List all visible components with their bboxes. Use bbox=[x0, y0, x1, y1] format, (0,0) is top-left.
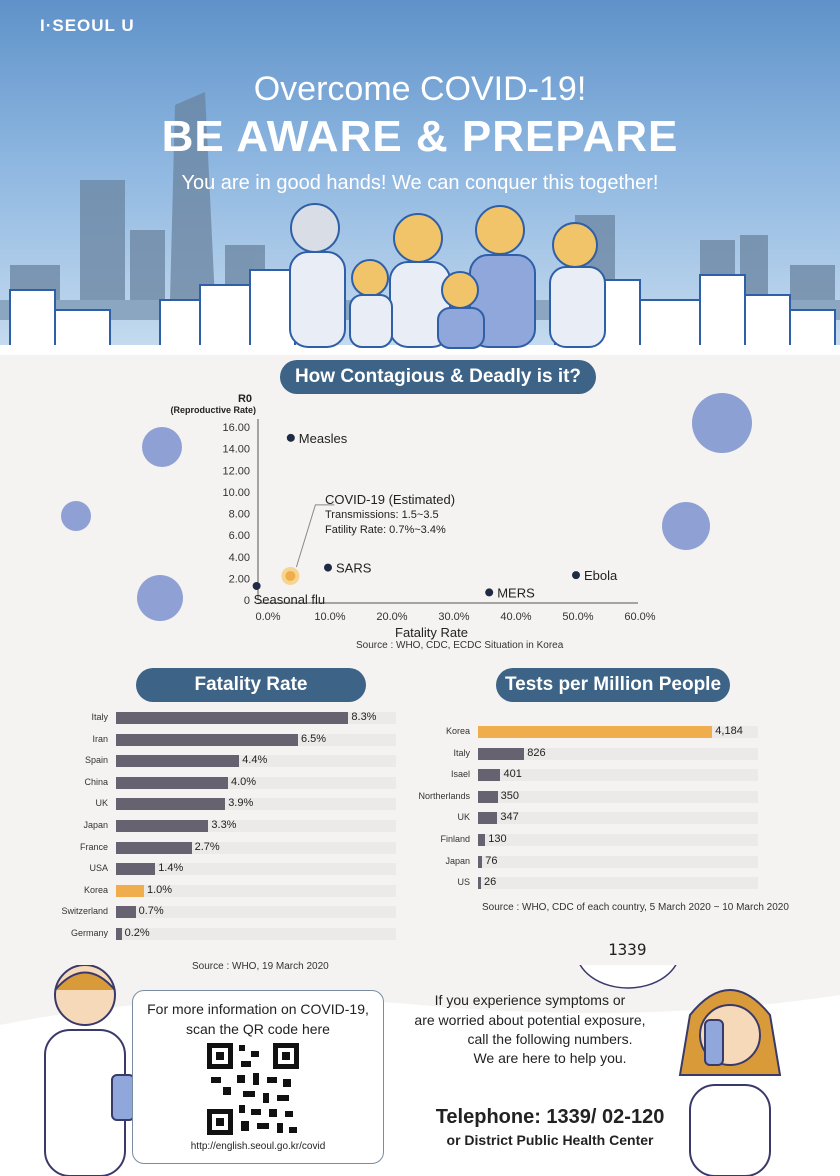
qr-line-1: For more information on COVID-19, bbox=[147, 1001, 369, 1017]
bar-value-label: 2.7% bbox=[194, 840, 220, 853]
bar-category-label: US bbox=[457, 877, 470, 888]
contact-line-4: We are here to help you. bbox=[473, 1050, 627, 1066]
scatter-heading: How Contagious & Deadly is it? bbox=[280, 360, 596, 394]
bar-category-label: Finland bbox=[440, 834, 470, 844]
bar-category-label: Italy bbox=[453, 747, 470, 758]
bar bbox=[116, 928, 122, 940]
brand-logo: I·SEOUL U bbox=[40, 16, 135, 35]
covid-note-fatality: Fatility Rate: 0.7%~3.4% bbox=[325, 524, 446, 536]
bar-value-label: 826 bbox=[527, 746, 546, 759]
scatter-xlabel: Fatality Rate bbox=[395, 625, 468, 640]
y-tick-label: 6.00 bbox=[228, 530, 250, 543]
y-tick-label: 2.00 bbox=[228, 573, 250, 586]
x-tick-label: 0.0% bbox=[255, 611, 281, 623]
x-tick-label: 30.0% bbox=[438, 611, 470, 623]
qr-url[interactable]: http://english.seoul.go.kr/covid bbox=[190, 1141, 326, 1152]
x-tick-label: 40.0% bbox=[500, 611, 532, 623]
qr-line-2: scan the QR code here bbox=[186, 1021, 330, 1037]
bar-category-label: France bbox=[79, 841, 108, 852]
y-tick-label: 14.00 bbox=[222, 443, 250, 456]
bar-category-label: Korea bbox=[445, 726, 470, 736]
speech-bubble-text: 1339 bbox=[608, 940, 647, 959]
bar-value-label: 130 bbox=[488, 833, 507, 845]
tests-heading: Tests per Million People bbox=[496, 668, 730, 702]
scatter-ylabel-sub: (Reproductive Rate) bbox=[170, 405, 256, 415]
bar-category-label: Switzerland bbox=[61, 906, 108, 917]
bar bbox=[478, 856, 482, 868]
x-tick-label: 60.0% bbox=[624, 611, 656, 623]
bar-category-label: Northerlands bbox=[418, 790, 470, 801]
qr-code-icon[interactable] bbox=[207, 1043, 299, 1135]
bar-track bbox=[478, 877, 758, 889]
bar-track bbox=[478, 812, 758, 824]
bar-value-label: 347 bbox=[500, 811, 519, 824]
bar bbox=[478, 812, 497, 824]
x-tick-label: 50.0% bbox=[562, 611, 594, 623]
bar-value-label: 350 bbox=[500, 789, 519, 802]
speech-bubble bbox=[576, 965, 680, 988]
bar-category-label: Italy bbox=[91, 712, 108, 722]
bar-category-label: Germany bbox=[70, 928, 108, 938]
y-tick-label: 12.00 bbox=[222, 465, 250, 478]
bar-value-label: 1.0% bbox=[147, 883, 173, 896]
contact-line-2: are worried about potential exposure, bbox=[414, 1012, 646, 1028]
y-tick-label: 8.00 bbox=[228, 508, 250, 521]
bar-value-label: 8.3% bbox=[351, 711, 377, 723]
bar bbox=[478, 834, 485, 846]
y-tick-label: 4.00 bbox=[228, 551, 250, 564]
bar-value-label: 401 bbox=[503, 768, 522, 781]
bar-category-label: Spain bbox=[84, 755, 108, 766]
tests-source: Source : WHO, CDC of each country, 5 March 2020 ~ 10 March 2020 bbox=[482, 902, 789, 913]
bar-category-label: Japan bbox=[445, 855, 470, 866]
bar-category-label: Japan bbox=[83, 820, 108, 830]
hero-tagline: You are in good hands! We can conquer this together! bbox=[181, 172, 659, 194]
bar-category-label: Isael bbox=[450, 769, 470, 780]
fatality-source: Source : WHO, 19 March 2020 bbox=[192, 961, 329, 972]
bar bbox=[478, 748, 524, 760]
bar-value-label: 3.9% bbox=[228, 797, 254, 810]
bar bbox=[478, 791, 498, 803]
bar-value-label: 4.4% bbox=[242, 754, 268, 767]
scatter-point-label: Ebola bbox=[584, 568, 618, 584]
scatter-source: Source : WHO, CDC, ECDC Situation in Korea bbox=[356, 640, 564, 651]
fatality-heading: Fatality Rate bbox=[136, 668, 366, 702]
covid-label: COVID-19 (Estimated) bbox=[325, 492, 456, 507]
bar bbox=[478, 769, 500, 781]
bar bbox=[478, 877, 481, 889]
health-center-text: or District Public Health Center bbox=[446, 1132, 654, 1148]
bar-value-label: 4,184 bbox=[715, 725, 743, 737]
hero-headline: BE AWARE & PREPARE bbox=[161, 112, 679, 161]
scatter-point-label: MERS bbox=[497, 585, 535, 601]
x-tick-label: 20.0% bbox=[376, 611, 408, 623]
bar bbox=[478, 726, 712, 738]
bar-value-label: 3.3% bbox=[211, 819, 237, 831]
contact-line-3: call the following numbers. bbox=[467, 1031, 633, 1047]
bar-value-label: 6.5% bbox=[301, 732, 327, 745]
bar-category-label: UK bbox=[95, 798, 108, 809]
bar-category-label: UK bbox=[457, 812, 470, 823]
bar bbox=[116, 906, 136, 918]
bar-category-label: China bbox=[84, 776, 108, 787]
bar-value-label: 26 bbox=[484, 876, 497, 889]
bar-category-label: USA bbox=[89, 863, 108, 874]
bar-track bbox=[478, 791, 758, 803]
scatter-point-label: Measles bbox=[298, 430, 348, 446]
covid-note-transmissions: Transmissions: 1.5~3.5 bbox=[325, 509, 439, 521]
y-tick-label: 16.00 bbox=[222, 422, 250, 434]
y-tick-label: 0 bbox=[243, 595, 250, 607]
bar-value-label: 0.2% bbox=[124, 927, 150, 939]
hero-title: Overcome COVID-19! bbox=[253, 70, 587, 108]
bar-value-label: 0.7% bbox=[138, 905, 164, 918]
scatter-point-label: SARS bbox=[336, 560, 372, 576]
contact-line-1: If you experience symptoms or bbox=[434, 992, 626, 1008]
bar-category-label: Iran bbox=[92, 733, 108, 744]
y-tick-label: 10.00 bbox=[222, 486, 250, 499]
qr-info-box bbox=[132, 990, 384, 1164]
bar-value-label: 76 bbox=[485, 854, 498, 867]
bar-track bbox=[116, 928, 396, 940]
bar-value-label: 1.4% bbox=[158, 862, 184, 875]
bar-value-label: 4.0% bbox=[231, 775, 257, 788]
scatter-ylabel: R0 bbox=[237, 393, 252, 405]
telephone-number[interactable]: Telephone: 1339/ 02-120 bbox=[435, 1106, 665, 1128]
x-tick-label: 10.0% bbox=[314, 611, 346, 623]
scatter-point-label: Seasonal flu bbox=[253, 591, 326, 607]
bar-track bbox=[478, 856, 758, 868]
man-illustration bbox=[45, 965, 134, 1176]
bar-category-label: Korea bbox=[83, 884, 108, 895]
bar-track bbox=[478, 834, 758, 846]
